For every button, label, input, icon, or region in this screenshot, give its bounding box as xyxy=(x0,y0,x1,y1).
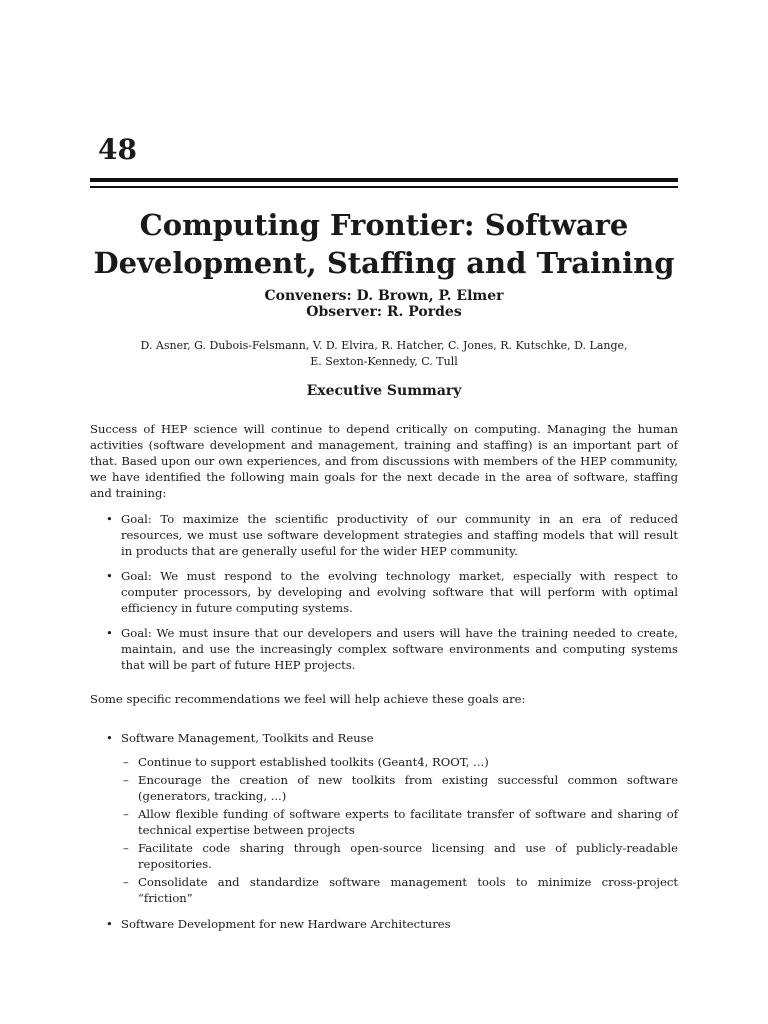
dash-glyph: – xyxy=(123,875,129,889)
sub-item xyxy=(121,772,678,804)
intro-paragraph: Success of HEP science will continue to depend critically on computing. Managing the human activities (software development and management, training and staffing) is an important part of that. Based upon our own experiences, and from discussions with members of the HEP community, we have identified the following main goals for the next decade in the area of software, staffing and training: xyxy=(90,422,678,500)
conveners-block xyxy=(90,288,678,320)
chapter-title xyxy=(90,206,678,282)
sub-item xyxy=(121,806,678,838)
goal-item xyxy=(90,568,678,616)
goal-item xyxy=(90,511,678,559)
recommendation-title: Software Management, Toolkits and Reuse xyxy=(121,731,374,745)
chapter-title-line-1: Computing Frontier: Software xyxy=(139,208,629,242)
goal-item xyxy=(90,625,678,673)
goal-text: Goal: We must respond to the evolving technology market, especially with respect to computer processors, by developing and evolving software that will perform with optimal efficiency in future computing systems. xyxy=(121,569,678,615)
recommendation-title: Software Development for new Hardware Architectures xyxy=(121,917,451,931)
recommendation-item xyxy=(90,916,678,932)
sub-item-text: Continue to support established toolkits (Geant4, ROOT, ...) xyxy=(138,755,489,769)
author-list-line-2: E. Sexton-Kennedy, C. Tull xyxy=(310,355,458,368)
author-list-line-1: D. Asner, G. Dubois-Felsmann, V. D. Elvira, R. Hatcher, C. Jones, R. Kutschke, D. Lange, xyxy=(140,339,628,352)
sub-item xyxy=(121,874,678,906)
sub-item-text: Allow flexible funding of software experts to facilitate transfer of software and sharing of technical expertise between projects xyxy=(138,807,678,837)
chapter-rule-thin xyxy=(90,186,678,188)
dash-glyph: – xyxy=(123,841,129,855)
goal-text: Goal: To maximize the scientific productivity of our community in an era of reduced resources, we must use software development strategies and staffing models that will result in products that are generally useful for the wider HEP community. xyxy=(121,512,678,558)
bullet-glyph: • xyxy=(106,512,113,526)
dash-glyph: – xyxy=(123,755,129,769)
bullet-glyph: • xyxy=(106,731,113,745)
chapter-number: 48 xyxy=(98,133,137,166)
chapter-title-line-2: Development, Staffing and Training xyxy=(93,246,675,280)
bullet-glyph: • xyxy=(106,569,113,583)
sub-item xyxy=(121,840,678,872)
recommendation-sub-list xyxy=(121,754,678,906)
sub-item-text: Encourage the creation of new toolkits from existing successful common software (generators, tracking, ...) xyxy=(138,773,678,803)
dash-glyph: – xyxy=(123,773,129,787)
goal-text: Goal: We must insure that our developers and users will have the training needed to create, maintain, and use the increasingly complex software environments and computing systems that will be part of future HEP projects. xyxy=(121,626,678,672)
recommendation-item xyxy=(90,730,678,906)
bullet-glyph: • xyxy=(106,917,113,931)
paper-page xyxy=(90,0,678,1024)
sub-item-text: Facilitate code sharing through open-source licensing and use of publicly-readable repositories. xyxy=(138,841,678,871)
bullet-glyph: • xyxy=(106,626,113,640)
sub-item xyxy=(121,754,678,770)
executive-summary-heading: Executive Summary xyxy=(306,383,462,399)
author-list xyxy=(90,338,678,370)
chapter-rule-thick xyxy=(90,178,678,182)
recommendations-list xyxy=(90,730,678,932)
dash-glyph: – xyxy=(123,807,129,821)
conveners-line: Conveners: D. Brown, P. Elmer xyxy=(264,288,504,304)
recommendations-intro: Some specific recommendations we feel will help achieve these goals are: xyxy=(90,692,526,706)
observer-line: Observer: R. Pordes xyxy=(306,304,462,320)
goals-list xyxy=(90,511,678,682)
sub-item-text: Consolidate and standardize software management tools to minimize cross-project “friction” xyxy=(138,875,678,905)
